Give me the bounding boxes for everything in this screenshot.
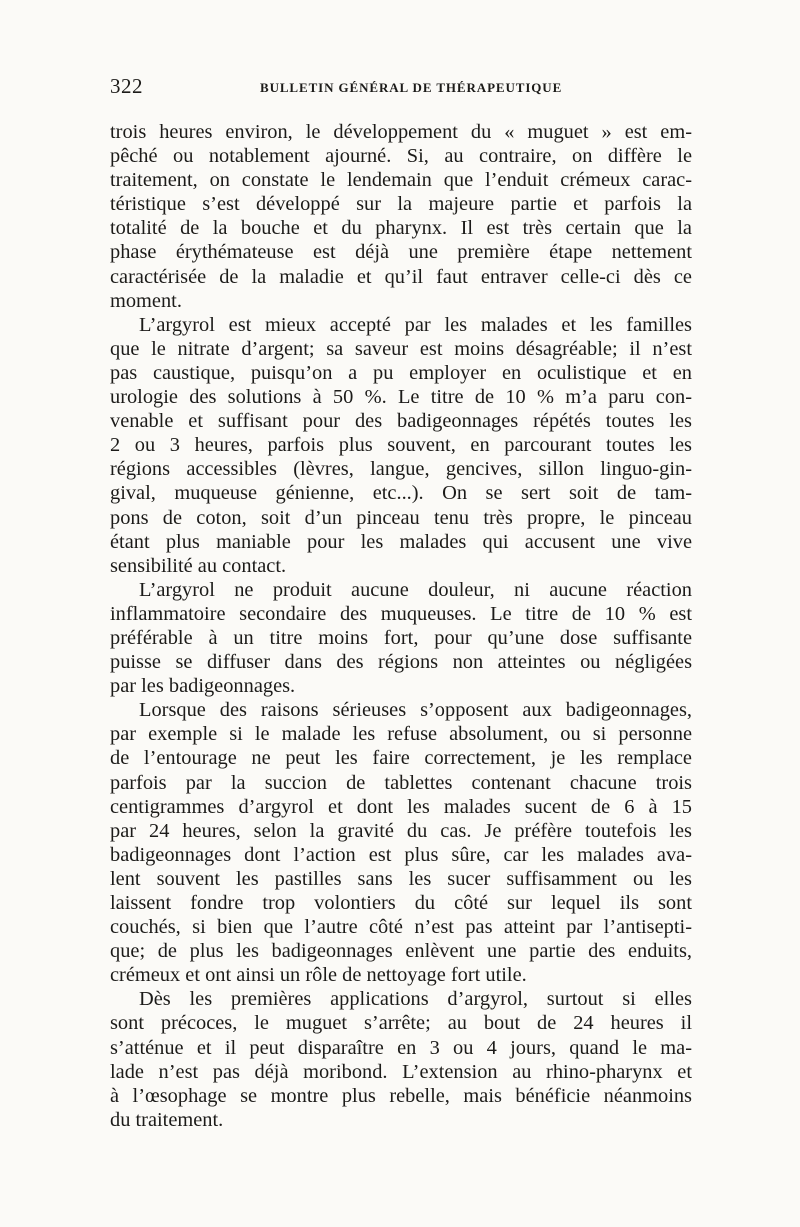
paragraph-4 [110, 698, 692, 987]
text-line: phase érythémateuse est déjà une première étape nettement [110, 241, 692, 264]
text-line: venable et suffisant pour des badigeonnages répétés toutes les [110, 410, 692, 433]
text-line: couchés, si bien que l’autre côté n’est pas atteint par l’antisepti- [110, 916, 692, 939]
text-line: par 24 heures, selon la gravité du cas. Je préfère toutefois les [110, 819, 692, 842]
text-line: gival, muqueuse génienne, etc...). On se sert soit de tam- [110, 482, 692, 505]
text-line: totalité de la bouche et du pharynx. Il est très certain que la [110, 217, 692, 240]
text-line: Lorsque des raisons sérieuses s’opposent aux badigeonnages, [139, 699, 692, 722]
text-line: urologie des solutions à 50 %. Le titre de 10 % m’a paru con- [110, 386, 692, 409]
body-text [110, 120, 692, 1132]
text-line: que le nitrate d’argent; sa saveur est moins désagréable; il n’est [110, 337, 692, 360]
text-line: lade n’est pas déjà moribond. L’extension au rhino-pharynx et [110, 1060, 692, 1083]
text-line: à l’œsophage se montre plus rebelle, mais bénéficie néanmoins [110, 1084, 692, 1107]
text-line: sont précoces, le muguet s’arrête; au bout de 24 heures il [110, 1012, 692, 1035]
text-line: trois heures environ, le développement du « muguet » est em- [110, 121, 692, 143]
paragraph-5 [110, 987, 692, 1132]
running-head-title: BULLETIN GÉNÉRAL DE THÉRAPEUTIQUE [260, 80, 563, 95]
text-line: sensibilité au contact. [110, 554, 287, 577]
text-line: inflammatoire secondaire des muqueuses. Le titre de 10 % est [110, 602, 692, 625]
text-line: téristique s’est développé sur la majeure partie et parfois la [110, 193, 692, 216]
paragraph-3 [110, 578, 692, 698]
text-line: laissent fondre trop volontiers du côté sur lequel ils sont [110, 892, 692, 914]
text-line: moment. [110, 289, 182, 312]
text-line: par exemple si le malade les refuse absolument, ou si personne [110, 723, 692, 746]
text-line: centigrammes d’argyrol et dont les malades sucent de 6 à 15 [110, 795, 692, 818]
text-line: étant plus maniable pour les malades qui accusent une vive [110, 530, 692, 553]
running-header [110, 74, 692, 102]
text-line: de l’entourage ne peut les faire correctement, je les remplace [110, 747, 692, 770]
text-line: caractérisée de la maladie et qu’il faut entraver celle-ci dès ce [110, 265, 692, 288]
text-line: crémeux et ont ainsi un rôle de nettoyage fort utile. [110, 964, 527, 987]
text-line: 2 ou 3 heures, parfois plus souvent, en parcourant toutes les [110, 434, 692, 457]
text-line: L’argyrol est mieux accepté par les malades et les familles [139, 313, 692, 336]
text-line: pêché ou notablement ajourné. Si, au contraire, on diffère le [110, 145, 692, 168]
text-line: pons de coton, soit d’un pinceau tenu très propre, le pinceau [110, 506, 692, 529]
text-line: du traitement. [110, 1108, 224, 1131]
text-line: lent souvent les pastilles sans les sucer suffisamment ou les [110, 867, 692, 890]
text-line: puisse se diffuser dans des régions non atteintes ou négligées [110, 651, 692, 674]
text-line: par les badigeonnages. [110, 675, 296, 698]
text-line: L’argyrol ne produit aucune douleur, ni aucune réaction [139, 578, 692, 601]
text-line: s’atténue et il peut disparaître en 3 ou 4 jours, quand le ma- [110, 1036, 692, 1059]
text-line: badigeonnages dont l’action est plus sûre, car les malades ava- [110, 843, 692, 866]
text-line: préférable à un titre moins fort, pour qu’une dose suffisante [110, 626, 692, 649]
text-line: que; de plus les badigeonnages enlèvent une partie des enduits, [110, 940, 692, 963]
text-line: pas caustique, puisqu’on a pu employer en oculistique et en [110, 361, 692, 384]
text-line: régions accessibles (lèvres, langue, gencives, sillon linguo-gin- [110, 458, 692, 481]
text-line: Dès les premières applications d’argyrol, surtout si elles [139, 988, 692, 1011]
text-line: traitement, on constate le lendemain que l’enduit crémeux carac- [110, 169, 692, 192]
paragraph-2 [110, 313, 692, 578]
text-line: parfois par la succion de tablettes contenant chacune trois [110, 771, 692, 794]
page-number: 322 [110, 74, 143, 98]
paragraph-1 [110, 120, 692, 313]
